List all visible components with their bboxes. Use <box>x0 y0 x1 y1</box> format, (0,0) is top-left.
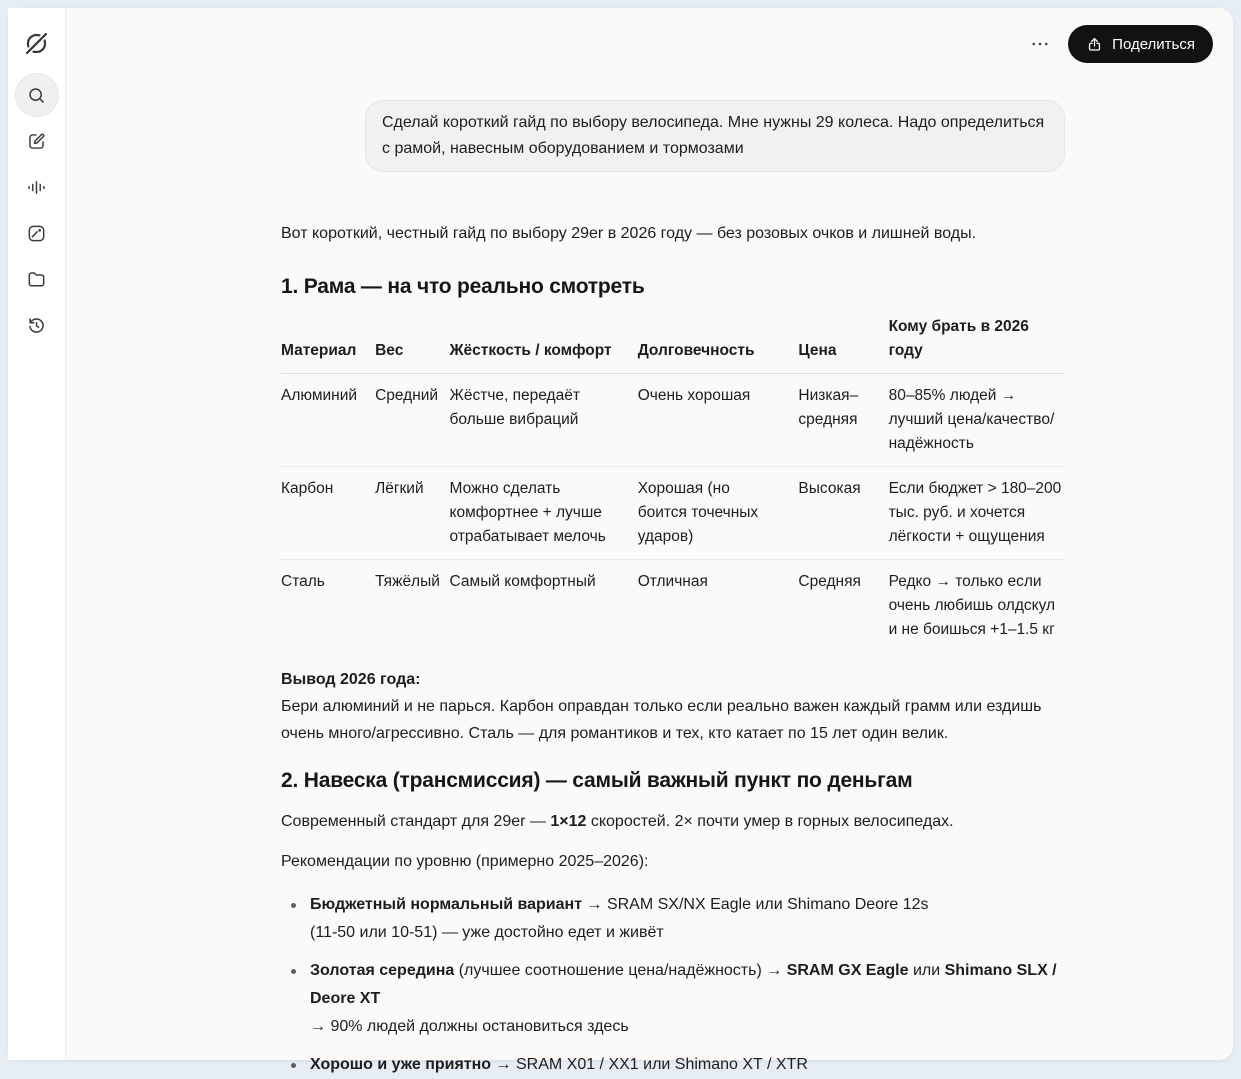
table-cell: Сталь <box>281 573 325 590</box>
table-cell: Карбон <box>281 467 375 560</box>
conclusion-paragraph: Вывод 2026 года: Бери алюминий и не парься. Карбон оправдан только если реально важен каждый грамм или ездишь очень много/агрессивно. Сталь — для романтиков и тех, кто катает по 15 лет один велик. <box>281 671 1042 742</box>
assistant-response <box>281 220 1065 1079</box>
table-cell: Алюминий <box>281 374 375 467</box>
share-button-label: Поделиться <box>1112 35 1195 53</box>
share-button[interactable] <box>1068 25 1213 63</box>
sidebar-item-folders[interactable] <box>15 257 59 301</box>
sidebar-item-search[interactable] <box>15 73 59 117</box>
chat-thread <box>281 8 1065 1079</box>
table-cell: Средняя <box>798 573 861 590</box>
table-header-cell: Материал <box>281 315 375 374</box>
table-cell: Отличная <box>637 573 708 590</box>
table-cell: Средний <box>375 374 449 467</box>
table-header-cell: Жёсткость / комфорт <box>450 315 638 374</box>
table-cell: Хорошая (но боится точечных ударов) <box>638 467 799 560</box>
table-header-cell: Долговечность <box>638 315 799 374</box>
more-options-button[interactable] <box>1026 30 1054 58</box>
image-icon <box>26 223 47 244</box>
user-message-row <box>281 100 1065 172</box>
table-cell: Тяжёлый <box>375 573 440 590</box>
waveform-icon <box>26 177 47 198</box>
section-2-heading: 2. Навеска (трансмиссия) — самый важный пункт по деньгам <box>281 769 913 792</box>
recommendations-list <box>281 891 1065 1079</box>
sidebar <box>8 8 66 1060</box>
ellipsis-icon <box>1030 34 1050 54</box>
sidebar-item-voice[interactable] <box>15 165 59 209</box>
compose-icon <box>26 131 47 152</box>
intro-paragraph: Вот короткий, честный гайд по выбору 29er в 2026 году — без розовых очков и лишней воды. <box>281 225 977 242</box>
table-cell: Низкая–средняя <box>798 374 888 467</box>
table-cell: Очень хорошая <box>638 374 799 467</box>
table-cell: Редко → только если очень любишь олдскул и не боишься +1–1.5 кг <box>888 573 1056 638</box>
table-cell: Можно сделать комфортнее + лучше отрабатывает мелочь <box>450 467 638 560</box>
search-icon <box>26 85 47 106</box>
table-cell: Если бюджет > 180–200 тыс. руб. и хочется лёгкости + ощущения <box>889 467 1065 560</box>
comet-logo-icon <box>23 30 50 57</box>
app-logo-button[interactable] <box>17 23 57 63</box>
recommendations-intro-paragraph: Рекомендации по уровню (примерно 2025–2026): <box>281 853 649 870</box>
main-content <box>66 8 1233 1073</box>
drivetrain-standard-paragraph: Современный стандарт для 29er — 1×12 скоростей. 2× почти умер в горных велосипедах. <box>281 813 954 830</box>
table-header-cell: Цена <box>798 315 888 374</box>
table-row <box>281 374 1065 467</box>
table-cell: Высокая <box>798 467 888 560</box>
topbar <box>1026 25 1213 63</box>
table-cell: Лёгкий <box>375 467 449 560</box>
list-item: Золотая середина (лучшее соотношение цена/надёжность) → SRAM GX Eagle или Shimano SLX / Deore XT → 90% людей должны остановиться здесь <box>281 957 1065 1041</box>
table-cell: 80–85% людей → лучший цена/качество/надёжность <box>889 374 1065 467</box>
table-cell: Жёстче, передаёт больше вибраций <box>450 374 638 467</box>
section-1-heading: 1. Рама — на что реально смотреть <box>281 275 645 298</box>
upload-icon <box>1086 36 1103 53</box>
table-header-cell: Вес <box>375 315 449 374</box>
list-item: Бюджетный нормальный вариант → SRAM SX/NX Eagle или Shimano Deore 12s (11-50 или 10-51) — уже достойно едет и живёт <box>281 891 1065 947</box>
app-window <box>8 8 1233 1073</box>
table-header-cell: Кому брать в 2026 году <box>889 315 1065 374</box>
sidebar-item-new-chat[interactable] <box>15 119 59 163</box>
user-message-bubble: Сделай короткий гайд по выбору велосипеда. Мне нужны 29 колеса. Надо определиться с рамой, навесным оборудованием и тормозами <box>365 100 1065 172</box>
folder-icon <box>26 269 47 290</box>
list-item: Хорошо и уже приятно → SRAM X01 / XX1 или Shimano XT / XTR <box>281 1051 1065 1079</box>
table-cell: Самый комфортный <box>449 573 596 590</box>
frame-comparison-table <box>281 315 1065 652</box>
table-row <box>281 467 1065 560</box>
history-icon <box>26 315 47 336</box>
sidebar-item-media[interactable] <box>15 211 59 255</box>
table-row <box>281 560 1065 653</box>
sidebar-item-history[interactable] <box>15 303 59 347</box>
